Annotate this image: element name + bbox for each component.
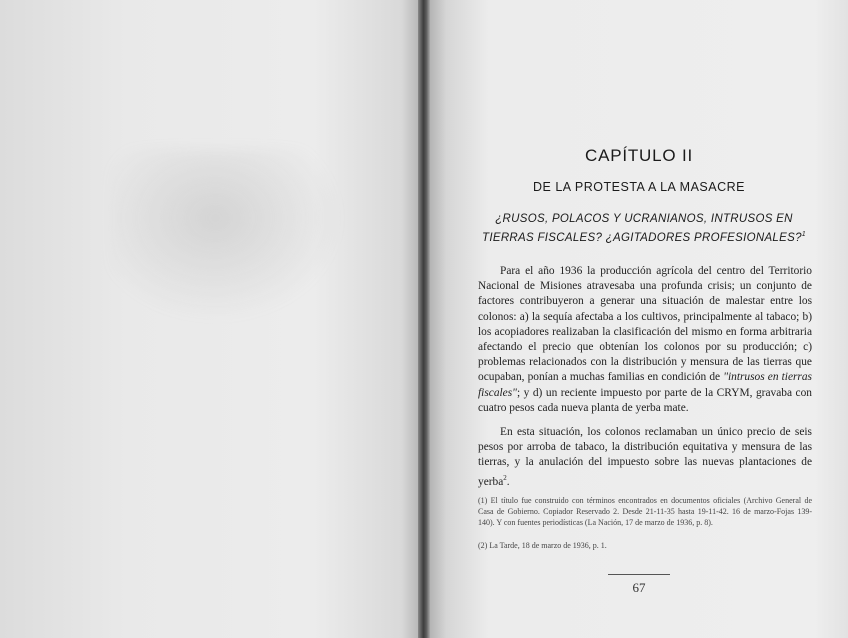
left-page-blank xyxy=(0,0,418,638)
section-heading-text: ¿RUSOS, POLACOS Y UCRANIANOS, INTRUSOS EN TIERRAS FISCALES? ¿AGITADORES PROFESIONALES? xyxy=(482,213,802,244)
paragraph-1-text-b: ; y d) un reciente impuesto por parte de la CRYM, gravaba con cuatro pesos cada nueva planta de yerba mate. xyxy=(478,386,812,414)
book-gutter xyxy=(418,0,430,638)
page-number-rule xyxy=(608,574,670,575)
chapter-subtitle: DE LA PROTESTA A LA MASACRE xyxy=(533,180,745,194)
footnote-2: (2) La Tarde, 18 de marzo de 1936, p. 1. xyxy=(478,541,607,550)
page-number: 67 xyxy=(632,580,646,595)
footnote-ref-1: 1 xyxy=(801,231,806,238)
right-page xyxy=(430,0,848,638)
section-heading xyxy=(480,212,808,246)
paragraph-2 xyxy=(478,425,812,490)
paragraph-2-end: . xyxy=(506,475,510,488)
chapter-title: CAPÍTULO II xyxy=(585,146,693,165)
bleed-through-shadow xyxy=(112,150,342,320)
paragraph-1-text-a: Para el año 1936 la producción agrícola del centro del Territorio Nacional de Misiones atravesaba una profunda crisis; un conjunto de factores contribuyeron a generar una situación de malestar entre los colonos: a) la sequía afectaba a los cultivos, principalmente al tabaco; b) los acopiadores realizaban la clasificación del mismo en forma arbitraria afectando el precio que obtenían los colonos por su producción; c) problemas relacionados con la distribución y mensura de las tierras que ocupaban, ponían a muchas familias en condición de xyxy=(478,265,812,384)
footnote-ref-2: 2 xyxy=(503,473,507,482)
paragraph-1-italic-quote: "intrusos en tierras fiscales" xyxy=(478,371,812,399)
footnote-1: (1) El título fue construido con términos encontrados en documentos oficiales (Archivo General de Casa de Gobierno. Copiador Reservado 2. Desde 21-11-35 hasta 19-11-42. 16 de marzo-Fojas 139-140). Y con fuentes periodísticas (La Nación, 17 de marzo de 1936, p. 8). xyxy=(478,496,812,527)
paragraph-1 xyxy=(478,264,812,416)
paragraph-2-text: En esta situación, los colonos reclamaban un único precio de seis pesos por arroba de tabaco, la distribución equitativa y mensura de las tierras, y la anulación del impuesto sobre las nuevas plantaciones de yerba xyxy=(478,426,812,488)
